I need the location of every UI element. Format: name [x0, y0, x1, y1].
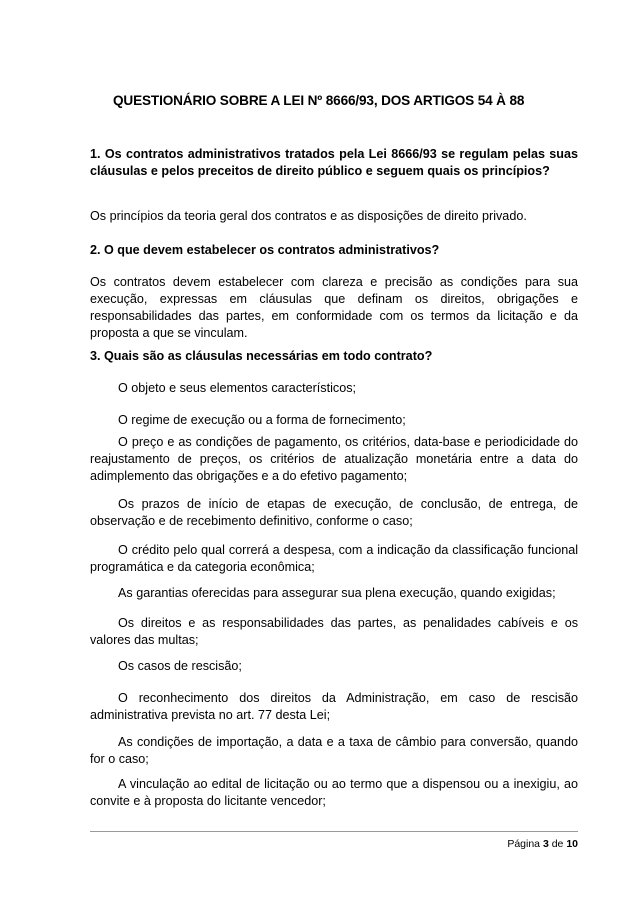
clause-item: Os prazos de início de etapas de execução, de conclusão, de entrega, de observação e de recebimento definitivo, conforme o caso; — [90, 497, 578, 528]
page-number-footer — [507, 838, 578, 850]
clause-item: As condições de importação, a data e a taxa de câmbio para conversão, quando for o caso; — [90, 735, 578, 766]
clause-item: O regime de execução ou a forma de fornecimento; — [118, 413, 406, 427]
answer-1: Os princípios da teoria geral dos contratos e as disposições de direito privado. — [90, 209, 527, 223]
clause-item: Os direitos e as responsabilidades das partes, as penalidades cabíveis e os valores das multas; — [90, 616, 578, 647]
clause-item: O objeto e seus elementos característicos; — [118, 381, 356, 395]
answer-2: Os contratos devem estabelecer com clareza e precisão as condições para sua execução, expressas em cláusulas que definam os direitos, obrigações e responsabilidades das partes, em conformidade com os termos da licitação e da proposta a que se vinculam. — [90, 275, 578, 340]
clause-item: As garantias oferecidas para assegurar sua plena execução, quando exigidas; — [118, 586, 556, 600]
current-page-number: 3 — [542, 838, 549, 850]
question-3: 3. Quais são as cláusulas necessárias em todo contrato? — [90, 349, 433, 363]
question-2: 2. O que devem estabelecer os contratos administrativos? — [90, 243, 440, 257]
clause-item: O crédito pelo qual correrá a despesa, com a indicação da classificação funcional programática e da categoria econômica; — [90, 543, 578, 574]
of-word: de — [551, 838, 564, 850]
page-title: QUESTIONÁRIO SOBRE A LEI Nº 8666/93, DOS ARTIGOS 54 À 88 — [113, 93, 525, 108]
page-word: Página — [507, 838, 541, 850]
clause-item: O reconhecimento dos direitos da Administração, em caso de rescisão administrativa prevista no art. 77 desta Lei; — [90, 691, 578, 722]
clause-item: Os casos de rescisão; — [118, 659, 242, 673]
clause-item: A vinculação ao edital de licitação ou ao termo que a dispensou ou a inexigiu, ao convite e à proposta do licitante vencedor; — [90, 777, 578, 808]
total-pages-number: 10 — [566, 838, 578, 850]
clause-item: O preço e as condições de pagamento, os critérios, data-base e periodicidade do reajustamento de preços, os critérios de atualização monetária entre a data do adimplemento das obrigações e a do efetivo pagamento; — [90, 435, 578, 483]
footer-divider — [90, 831, 578, 832]
question-1: 1. Os contratos administrativos tratados pela Lei 8666/93 se regulam pelas suas cláusulas e pelos preceitos de direito público e seguem quais os princípios? — [90, 147, 578, 178]
